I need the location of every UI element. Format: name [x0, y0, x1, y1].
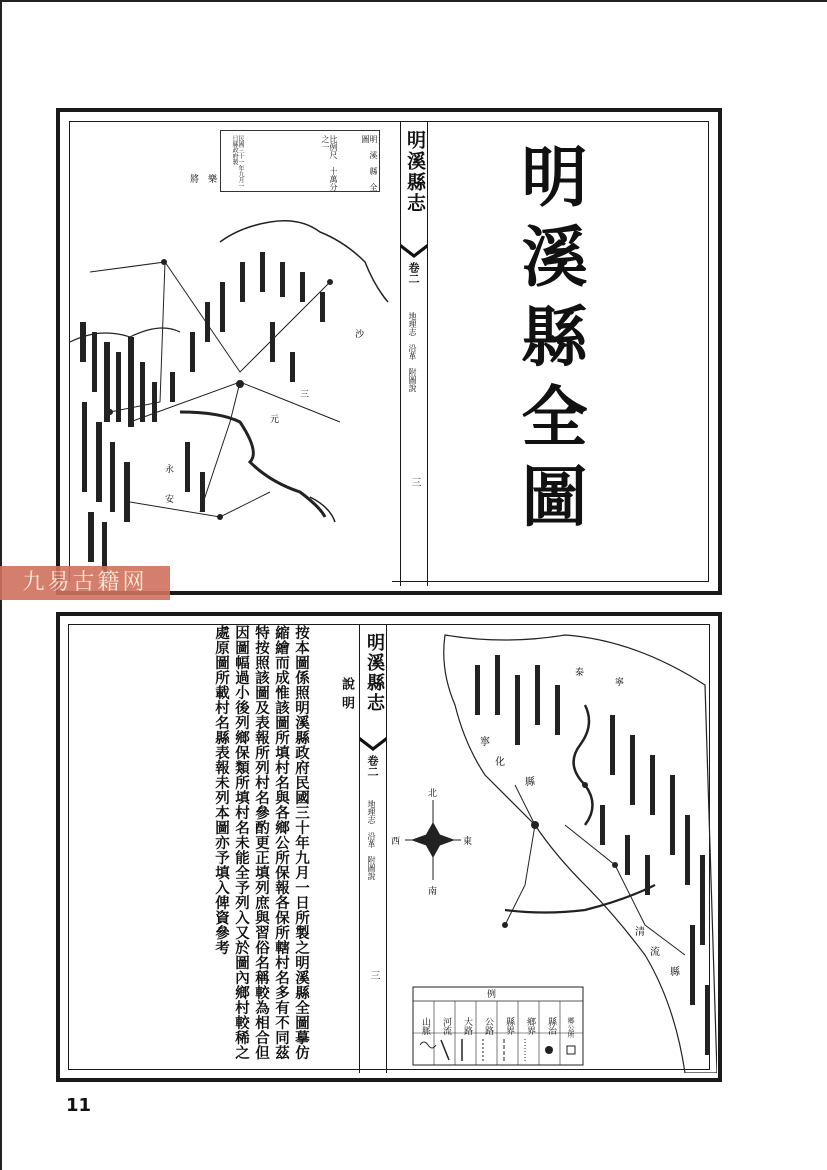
legend-item-road: 大路 — [462, 1017, 472, 1035]
signature-title-2: 明溪縣志 — [364, 633, 385, 713]
compass-south: 南 — [428, 887, 438, 897]
legend-item-mountain: 山脈 — [420, 1017, 430, 1035]
fishtail-mark — [401, 244, 427, 258]
bottom-panel — [56, 612, 722, 1082]
signature-title: 明溪縣志 — [404, 130, 426, 214]
signature-juan: 卷二 — [407, 262, 420, 284]
signature-juan-2: 卷二 — [366, 755, 379, 777]
book-signature-column — [400, 122, 428, 586]
signature-sections: 地理志 沿革 附圖說 — [408, 312, 417, 392]
legend-date-text: 民國三十一年九月一日縣政府製 — [231, 135, 244, 189]
map-label-yuan: 元 — [270, 415, 280, 425]
watermark: 九易古籍网 — [0, 566, 170, 600]
map-label-ninghua-3: 縣 — [525, 777, 535, 788]
map-label-yong: 永 — [165, 465, 175, 475]
signature-page-2: 三 — [368, 970, 379, 980]
explanation-text: 按本圖係照明溪縣政府民國三十年九月一日所製之明溪縣全圖摹仿縮繪而成惟該圖所填村名與各鄉公所保報各保所轄村名多有不同茲特按照該圖及表報所列村名參酌更正填列庶與習俗名稱較為相合但因圖幅過小後列鄉保類所填村名未能全予列入又於圖內鄉村較稀之處原圖所載村名縣表報未列本圖亦予填入俾資參考 — [213, 625, 310, 1060]
page-number: 11 — [66, 1095, 92, 1116]
legend-item-township-border: 鄉界 — [525, 1017, 535, 1035]
legend-item-township-office: 鄉公所 — [567, 1017, 575, 1038]
legend-map-title: 明 溪 縣 全 圖 — [361, 135, 378, 199]
map-label-jiangle: 將 樂 — [190, 175, 218, 185]
map-label-qingliu-3: 縣 — [670, 967, 680, 978]
bottom-panel-inner — [68, 624, 710, 1070]
explanation-area — [69, 625, 359, 1073]
big-map-title: 明溪縣全圖 — [510, 142, 587, 542]
map-legend-box — [220, 130, 380, 199]
legend-item-county-border: 縣界 — [504, 1017, 514, 1035]
legend-item-county-seat: 縣治 — [546, 1017, 556, 1035]
map-label-san: 三 — [300, 390, 310, 400]
page-top-border — [0, 0, 827, 2]
legend-item-river: 河流 — [441, 1017, 451, 1035]
county-map-bottom — [385, 625, 717, 1073]
compass-west: 西 — [391, 837, 401, 847]
compass-north: 北 — [428, 789, 438, 799]
map-label-an: 安 — [165, 495, 175, 505]
map-label-qingliu-2: 流 — [650, 947, 660, 958]
top-panel — [56, 108, 722, 595]
top-panel-inner — [69, 121, 709, 582]
map-label-ninghua-2: 化 — [495, 757, 505, 768]
explanation-heading: 說明 — [339, 677, 354, 715]
compass-east: 東 — [463, 837, 473, 847]
map-label-ninghua-1: 寧 — [480, 737, 490, 748]
signature-sections-2: 地理志 沿革 附圖說 — [367, 800, 376, 880]
fishtail-mark-2 — [360, 737, 386, 751]
legend-item-highway: 公路 — [483, 1017, 493, 1035]
map-label-sha: 沙 — [355, 330, 365, 340]
map-label-qingliu-1: 清 — [635, 927, 645, 938]
legend-title: 例 — [485, 989, 495, 998]
map-label-taining-2: 寧 — [615, 678, 625, 688]
map-label-taining-1: 泰 — [575, 668, 585, 678]
signature-page: 三 — [409, 477, 420, 487]
book-signature-column-2 — [359, 625, 387, 1073]
compass-rose — [391, 787, 472, 897]
legend-scale-text: 比例尺 十萬分之一 — [321, 135, 338, 191]
